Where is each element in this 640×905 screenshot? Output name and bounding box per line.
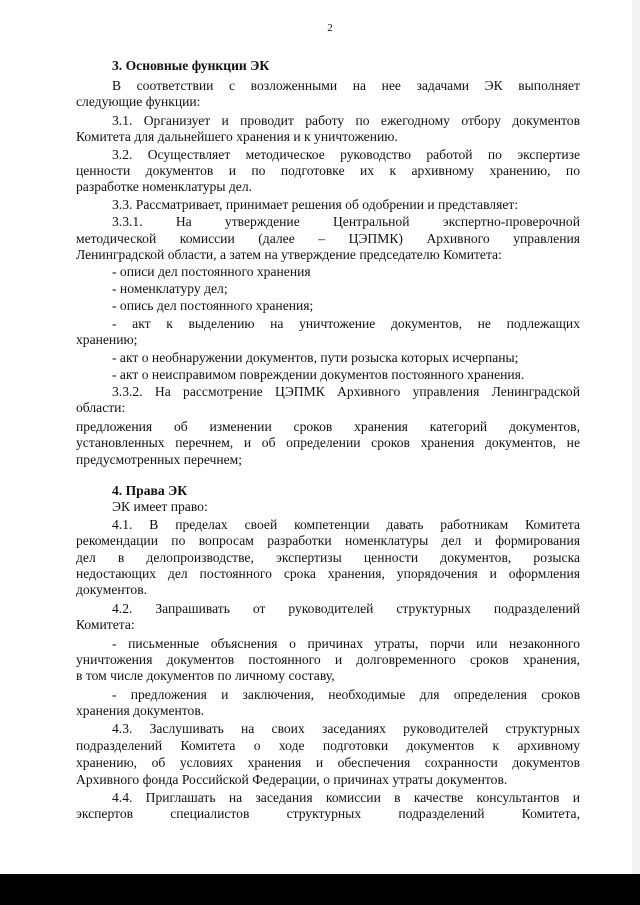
paragraph-line: экспертов специалистов структурных подразделений Комитета, xyxy=(76,806,580,821)
paragraph-line: методической комиссии (далее – ЦЭПМК) Архивного управления xyxy=(76,231,580,246)
list-item: - письменные объяснения о причинах утраты, порчи или незаконного xyxy=(112,636,580,651)
paragraph-line: разработке номенклатуры дел. xyxy=(76,179,253,194)
scan-page-edge xyxy=(632,0,640,874)
paragraph-line: подразделений Комитета о ходе подготовки документов к архивному xyxy=(76,738,580,753)
paragraph-line: 3.1. Организует и проводит работу по ежегодному отбору документов xyxy=(112,113,580,128)
list-item: - описи дел постоянного хранения xyxy=(112,264,311,279)
paragraph-line: установленных перечнем, и об определении сроков хранения документов, не xyxy=(76,435,580,450)
list-item: - акт о неисправимом повреждении документов постоянного хранения. xyxy=(112,367,525,382)
page-number: 2 xyxy=(327,22,333,34)
paragraph-line: следующие функции: xyxy=(76,94,201,109)
paragraph-line: Архивного фонда Российской Федерации, о причинах утраты документов. xyxy=(76,772,508,787)
paragraph-line: предусмотренных перечнем; xyxy=(76,452,243,467)
paragraph-line: уничтожения документов постоянного и долговременного сроков хранения, xyxy=(76,652,580,667)
paragraph-line: рекомендации по вопросам разработки номенклатуры дел и формирования xyxy=(76,533,580,548)
scan-bottom-border xyxy=(0,874,640,905)
list-item: - предложения и заключения, необходимые для определения сроков xyxy=(112,687,580,702)
paragraph-line: 3.3. Рассматривает, принимает решения об одобрении и представляет: xyxy=(112,197,519,212)
paragraph-line: 4.3. Заслушивать на своих заседаниях руководителей структурных xyxy=(112,721,580,736)
paragraph-line: 4.4. Приглашать на заседания комиссии в качестве консультантов и xyxy=(112,790,580,805)
section-3-heading: 3. Основные функции ЭК xyxy=(112,58,270,73)
paragraph-line: ЭК имеет право: xyxy=(112,499,208,514)
paragraph-line: дел в делопроизводстве, экспертизы ценности документов, розыска xyxy=(76,550,580,565)
list-item: - акт к выделению на уничтожение документов, не подлежащих xyxy=(112,316,580,331)
paragraph-line: хранению, об условиях хранения и обеспечения сохранности документов xyxy=(76,755,580,770)
paragraph-line: 3.2. Осуществляет методическое руководство работой по экспертизе xyxy=(112,147,580,162)
list-item: - номенклатуру дел; xyxy=(112,281,228,296)
paragraph-line: области: xyxy=(76,400,126,415)
section-4-heading: 4. Права ЭК xyxy=(112,483,188,498)
list-item: - акт о необнаружении документов, пути розыска которых исчерпаны; xyxy=(112,350,519,365)
paragraph-line: в том числе документов по личному составу, xyxy=(76,668,335,683)
paragraph-line: документов. xyxy=(76,582,148,597)
paragraph-line: недостающих дел постоянного срока хранения, упорядочения и оформления xyxy=(76,566,580,581)
paragraph-line: Комитета для дальнейшего хранения и к уничтожению. xyxy=(76,129,398,144)
paragraph-line: хранения документов. xyxy=(76,703,205,718)
paragraph-line: Ленинградской области, а затем на утверждение председателю Комитета: xyxy=(76,247,502,262)
paragraph-line: 4.1. В пределах своей компетенции давать работникам Комитета xyxy=(112,517,580,532)
paragraph-line: Комитета: xyxy=(76,617,135,632)
paragraph-line: 3.3.1. На утверждение Центральной экспертно-проверочной xyxy=(112,214,580,229)
paragraph-line: ценности документов и по подготовке их к архивному хранению, по xyxy=(76,163,580,178)
paragraph-line: 3.3.2. На рассмотрение ЦЭПМК Архивного управления Ленинградской xyxy=(112,384,580,399)
paragraph-line: 4.2. Запрашивать от руководителей структурных подразделений xyxy=(112,601,580,616)
list-item: - опись дел постоянного хранения; xyxy=(112,298,314,313)
paragraph-line: предложения об изменении сроков хранения категорий документов, xyxy=(76,419,580,434)
paragraph-line: В соответствии с возложенными на нее задачами ЭК выполняет xyxy=(112,78,580,93)
paragraph-line: хранению; xyxy=(76,332,138,347)
